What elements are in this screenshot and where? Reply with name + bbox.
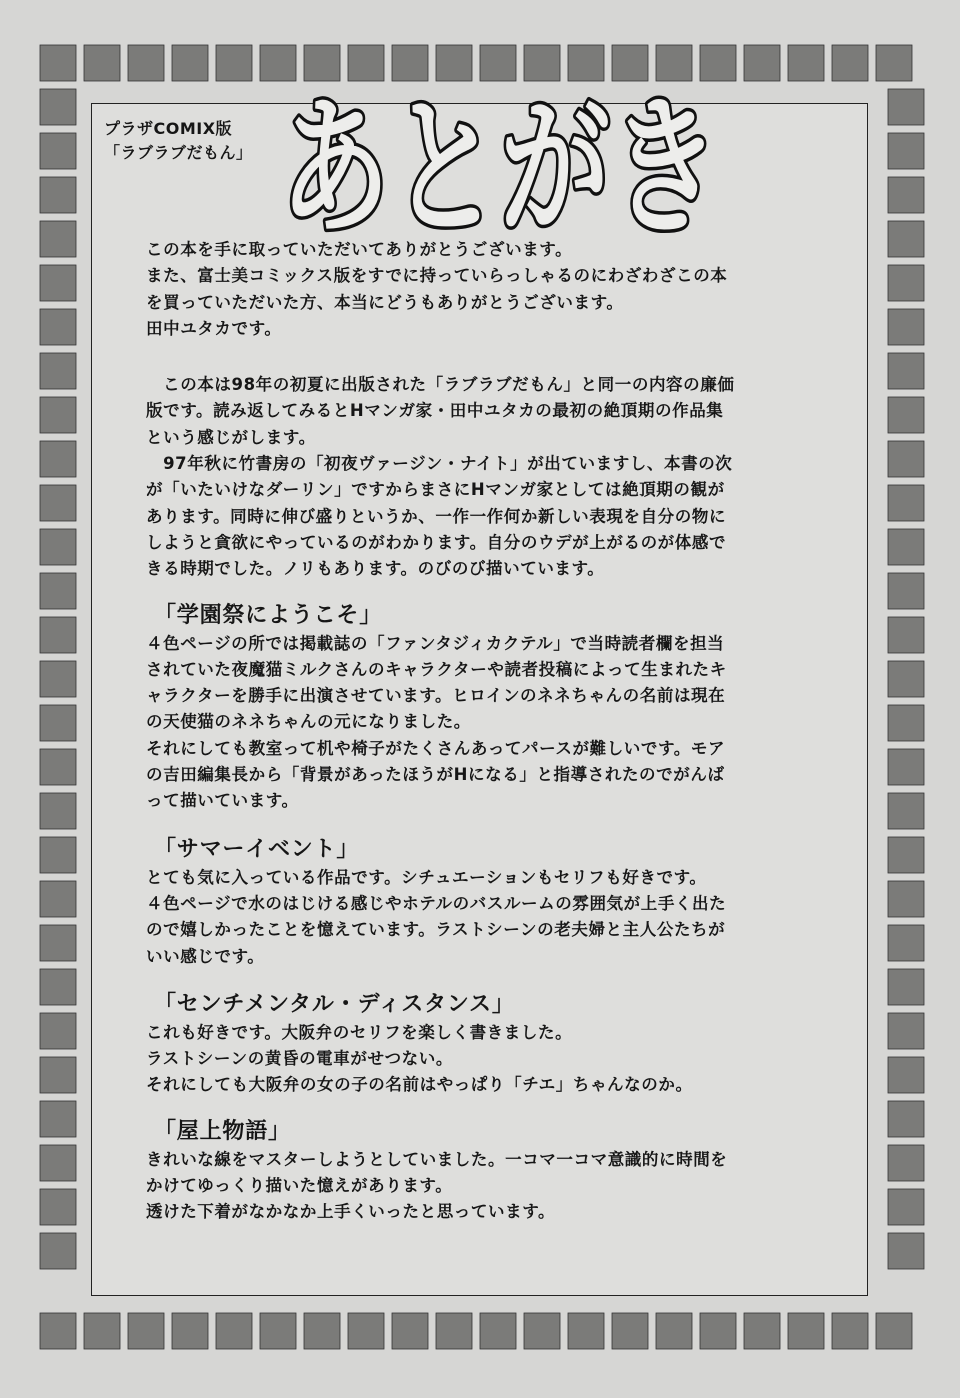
frame-square: [888, 1101, 924, 1137]
frame-square: [888, 309, 924, 345]
text-line: 97年秋に竹書房の「初夜ヴァージン・ナイト」が出ていますし、本書の次: [146, 454, 733, 474]
frame-square: [40, 925, 76, 961]
frame-square: [40, 661, 76, 697]
frame-square: [40, 749, 76, 785]
frame-square: [832, 1313, 868, 1349]
text-line: きれいな線をマスターしようとしていました。一コマ一コマ意識的に時間を: [146, 1149, 728, 1169]
title-art-atogaki: [270, 55, 730, 255]
frame-square: [40, 45, 76, 81]
frame-square: [568, 1313, 604, 1349]
text-line: あります。同時に伸び盛りというか、一作一作何か新しい表現を自分の物に: [146, 506, 727, 526]
frame-square: [888, 133, 924, 169]
frame-square: [40, 177, 76, 213]
frame-square: [40, 617, 76, 653]
frame-square: [304, 1313, 340, 1349]
frame-square: [888, 837, 924, 873]
frame-square: [40, 1233, 76, 1269]
section-body: [146, 865, 822, 970]
frame-square: [40, 441, 76, 477]
frame-square: [888, 925, 924, 961]
text-line: されていた夜魔猫ミルクさんのキャラクターや読者投稿によって生まれたキ: [146, 659, 727, 679]
frame-square: [392, 1313, 428, 1349]
frame-square: [888, 89, 924, 125]
text-line: とても気に入っている作品です。シチュエーションもセリフも好きです。: [146, 867, 707, 887]
text-line: ラストシーンの黄昏の電車がせつない。: [146, 1049, 453, 1069]
subtitle-line-book-title: 「ラブラブだもん」: [104, 143, 253, 162]
frame-square: [888, 793, 924, 829]
frame-square: [888, 705, 924, 741]
text-line: かけてゆっくり描いた憶えがあります。: [146, 1176, 453, 1196]
frame-square: [888, 1013, 924, 1049]
frame-square: [788, 45, 824, 81]
frame-square: [876, 1313, 912, 1349]
frame-square: [84, 1313, 120, 1349]
frame-square: [888, 969, 924, 1005]
frame-square: [40, 793, 76, 829]
frame-square: [480, 1313, 516, 1349]
section-heading: 「屋上物語」: [154, 1118, 291, 1144]
text-line: ４色ページで水のはじける感じやホテルのバスルームの雰囲気が上手く出た: [146, 893, 727, 913]
frame-square: [436, 1313, 472, 1349]
frame-square: [832, 45, 868, 81]
frame-square: [700, 1313, 736, 1349]
frame-square: [128, 1313, 164, 1349]
frame-square: [40, 353, 76, 389]
frame-square: [40, 881, 76, 917]
frame-square: [888, 749, 924, 785]
intro-paragraph: [146, 237, 822, 342]
frame-square: [40, 309, 76, 345]
frame-square: [40, 1145, 76, 1181]
frame-square: [40, 573, 76, 609]
section-heading: 「学園祭にようこそ」: [154, 602, 383, 628]
frame-square: [888, 177, 924, 213]
frame-square: [40, 221, 76, 257]
frame-square: [888, 1145, 924, 1181]
frame-square: [172, 1313, 208, 1349]
frame-square: [84, 45, 120, 81]
text-line: また、富士美コミックス版をすでに持っていらっしゃるのにわざわざこの本: [146, 266, 728, 286]
frame-square: [888, 397, 924, 433]
frame-square: [612, 1313, 648, 1349]
text-line: しようと貪欲にやっているのがわかります。自分のウデが上がるのが体感で: [146, 532, 727, 552]
frame-square: [656, 1313, 692, 1349]
text-line: ので嬉しかったことを憶えています。ラストシーンの老夫婦と主人公たちが: [146, 920, 726, 940]
frame-square: [888, 573, 924, 609]
frame-square: [888, 353, 924, 389]
frame-square: [260, 1313, 296, 1349]
frame-square: [888, 265, 924, 301]
frame-square: [888, 881, 924, 917]
text-line: の天使猫のネネちゃんの元になりました。: [146, 712, 471, 732]
section-heading: 「センチメンタル・ディスタンス」: [154, 991, 515, 1017]
text-line: を買っていただいた方、本当にどうもありがとうございます。: [146, 292, 624, 312]
text-line: が「いたいけなダーリン」ですからまさにHマンガ家としては絶頂期の観が: [146, 480, 725, 500]
text-line: という感じがします。: [146, 427, 316, 447]
frame-square: [348, 1313, 384, 1349]
section-body: [146, 1020, 822, 1099]
frame-square: [40, 1013, 76, 1049]
text-line: ４色ページの所では掲載誌の「ファンタジィカクテル」で当時読者欄を担当: [146, 633, 725, 653]
frame-square: [888, 661, 924, 697]
text-line: それにしても教室って机や椅子がたくさんあってパースが難しいです。モア: [146, 738, 726, 758]
frame-square: [40, 485, 76, 521]
text-line: ャラクターを勝手に出演させています。ヒロインのネネちゃんの名前は現在: [146, 686, 726, 706]
text-line: この本は98年の初夏に出版された「ラブラブだもん」と同一の内容の廉価: [146, 375, 735, 395]
frame-square: [40, 1057, 76, 1093]
frame-square: [40, 529, 76, 565]
about-paragraph: [146, 372, 822, 582]
frame-square: [888, 1233, 924, 1269]
frame-square: [128, 45, 164, 81]
section-heading: 「サマーイベント」: [154, 836, 360, 862]
frame-square: [40, 133, 76, 169]
frame-square: [216, 45, 252, 81]
text-line: って描いています。: [146, 791, 299, 811]
frame-square: [888, 617, 924, 653]
text-line: この本を手に取っていただいてありがとうございます。: [146, 240, 573, 259]
section-body: [146, 1147, 822, 1226]
section-body: [146, 631, 822, 815]
text-line: 透けた下着がなかなか上手くいったと思っています。: [146, 1202, 556, 1222]
subtitle: [104, 117, 253, 165]
afterword-content: [146, 237, 822, 1226]
frame-square: [40, 705, 76, 741]
frame-square: [40, 1189, 76, 1225]
frame-square: [888, 1057, 924, 1093]
frame-square: [40, 969, 76, 1005]
frame-square: [744, 1313, 780, 1349]
svg-text:あとがき: あとがき: [280, 82, 720, 255]
frame-square: [876, 45, 912, 81]
frame-square: [40, 265, 76, 301]
frame-square: [888, 221, 924, 257]
frame-square: [40, 837, 76, 873]
frame-square: [40, 89, 76, 125]
frame-square: [744, 45, 780, 81]
text-line: きる時期でした。ノリもあります。のびのび描いています。: [146, 559, 605, 579]
text-line: 田中ユタカです。: [146, 318, 282, 338]
frame-square: [172, 45, 208, 81]
frame-square: [888, 1189, 924, 1225]
frame-square: [888, 485, 924, 521]
frame-square: [216, 1313, 252, 1349]
frame-square: [40, 397, 76, 433]
frame-square: [888, 529, 924, 565]
frame-square: [524, 1313, 560, 1349]
frame-square: [40, 1101, 76, 1137]
frame-square: [888, 441, 924, 477]
text-line: の吉田編集長から「背景があったほうがHになる」と指導されたのでがんば: [146, 765, 725, 785]
frame-square: [40, 1313, 76, 1349]
text-line: それにしても大阪弁の女の子の名前はやっぱり「チエ」ちゃんなのか。: [146, 1075, 693, 1095]
frame-square: [788, 1313, 824, 1349]
subtitle-line-edition: プラザCOMIX版: [104, 119, 233, 138]
text-line: 版です。読み返してみるとHマンガ家・田中ユタカの最初の絶頂期の作品集: [146, 401, 724, 421]
text-line: いい感じです。: [146, 946, 265, 966]
text-line: これも好きです。大阪弁のセリフを楽しく書きました。: [146, 1022, 573, 1042]
